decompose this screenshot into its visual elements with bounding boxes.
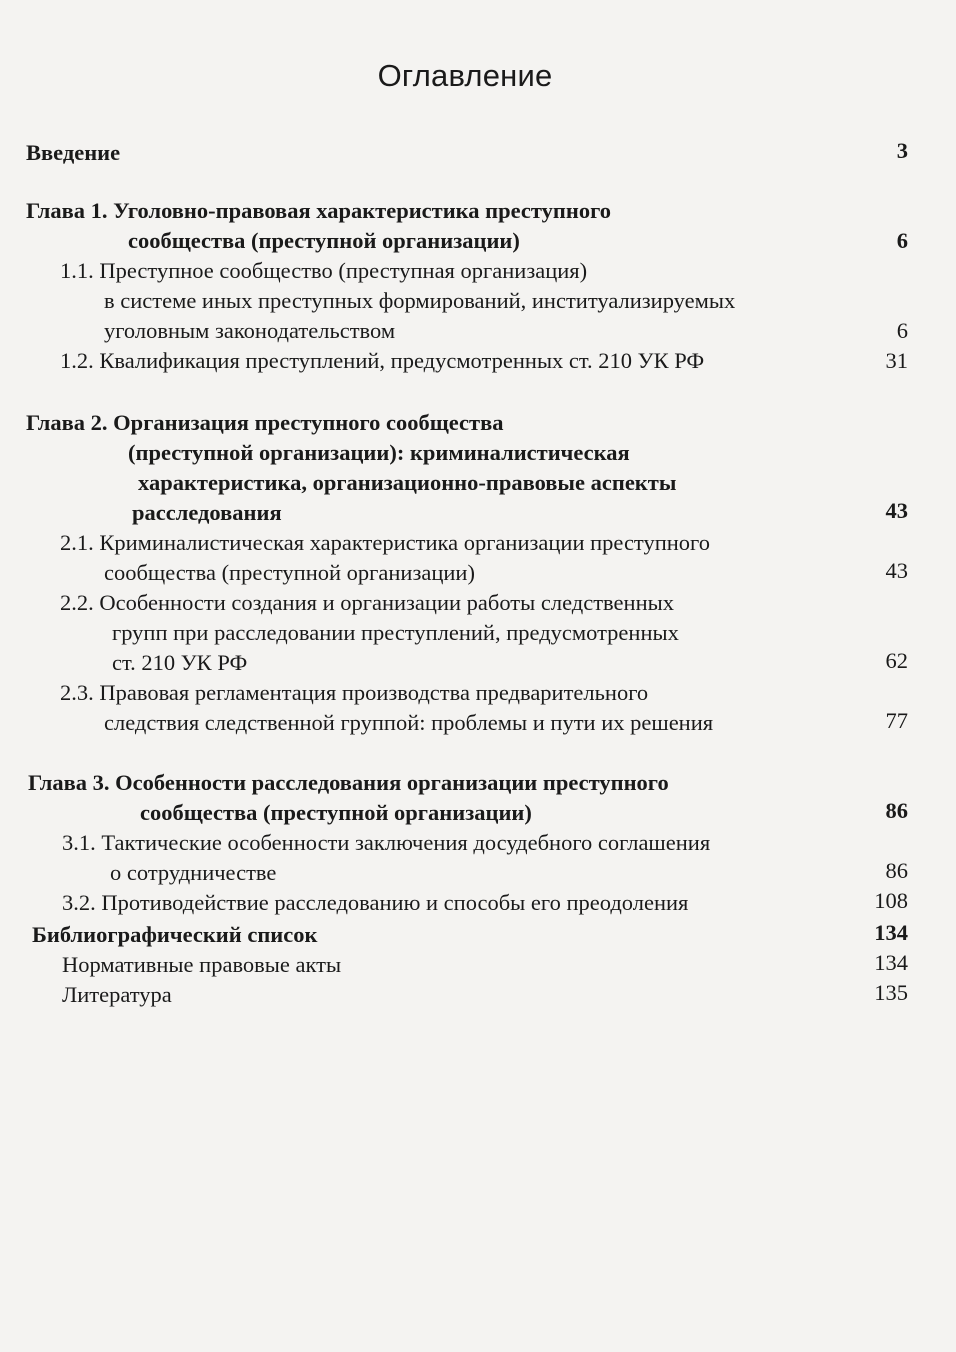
toc-s3-2-page: 108 — [874, 888, 908, 913]
toc-s2-3-page: 77 — [885, 708, 908, 733]
toc-intro-page: 3 — [896, 138, 908, 163]
toc-s1-1-page: 6 — [896, 318, 908, 343]
toc-s1-2-line1: 1.2. Квалификация преступлений, предусмотренных ст. 210 УК РФ — [60, 348, 705, 373]
toc-s3-2-line1: 3.2. Противодействие расследованию и способы его преодоления — [62, 890, 689, 915]
toc-ch1-title-line1: Глава 1. Уголовно-правовая характеристика преступного — [26, 198, 611, 223]
toc-intro-label: Введение — [26, 140, 121, 165]
toc-s1-1-line3: уголовным законодательством — [104, 318, 396, 343]
toc-s2-2-page: 62 — [885, 648, 908, 673]
toc-s2-2-line1: 2.2. Особенности создания и организации работы следственных — [60, 590, 674, 615]
toc-bib-label: Библиографический список — [32, 922, 318, 947]
toc-s2-2-line3: ст. 210 УК РФ — [112, 650, 248, 675]
page-title: Оглавление — [377, 58, 553, 93]
toc-bib-page: 134 — [874, 920, 908, 945]
toc-ch2-title-line2: (преступной организации): криминалистическая — [128, 440, 630, 465]
toc-ch2-page: 43 — [885, 498, 908, 523]
toc-ch3-page: 86 — [885, 798, 908, 823]
toc-ch3-title-line1: Глава 3. Особенности расследования организации преступного — [28, 770, 669, 795]
toc-s2-1-line2: сообщества (преступной организации) — [104, 560, 475, 585]
toc-ch2-title-line1: Глава 2. Организация преступного сообщества — [26, 410, 504, 435]
toc-bib-acts-page: 134 — [874, 950, 908, 975]
toc-s2-3-line2: следствия следственной группой: проблемы и пути их решения — [104, 710, 714, 735]
toc-ch2-title-line4: расследования — [132, 500, 282, 525]
toc-s1-1-line1: 1.1. Преступное сообщество (преступная организация) — [60, 258, 588, 283]
toc-ch1-page: 6 — [896, 228, 908, 253]
toc-s2-1-page: 43 — [885, 558, 908, 583]
toc-ch1-title-line2: сообщества (преступной организации) — [128, 228, 520, 253]
toc-bib-acts-label: Нормативные правовые акты — [62, 952, 342, 977]
toc-s1-1-line2: в системе иных преступных формирований, институализируемых — [104, 288, 736, 313]
toc-bib-lit-page: 135 — [874, 980, 908, 1005]
toc-bib-lit-label: Литература — [62, 982, 172, 1007]
toc-s3-1-line1: 3.1. Тактические особенности заключения досудебного соглашения — [62, 830, 711, 855]
toc-s1-2-page: 31 — [885, 348, 908, 373]
toc-s2-3-line1: 2.3. Правовая регламентация производства предварительного — [60, 680, 649, 705]
toc-s2-1-line1: 2.1. Криминалистическая характеристика организации преступного — [60, 530, 710, 555]
toc-s3-1-page: 86 — [885, 858, 908, 883]
toc-s3-1-line2: о сотрудничестве — [110, 860, 277, 885]
toc-ch3-title-line2: сообщества (преступной организации) — [140, 800, 532, 825]
toc-ch2-title-line3: характеристика, организационно-правовые аспекты — [138, 470, 677, 495]
toc-s2-2-line2: групп при расследовании преступлений, предусмотренных — [112, 620, 679, 645]
